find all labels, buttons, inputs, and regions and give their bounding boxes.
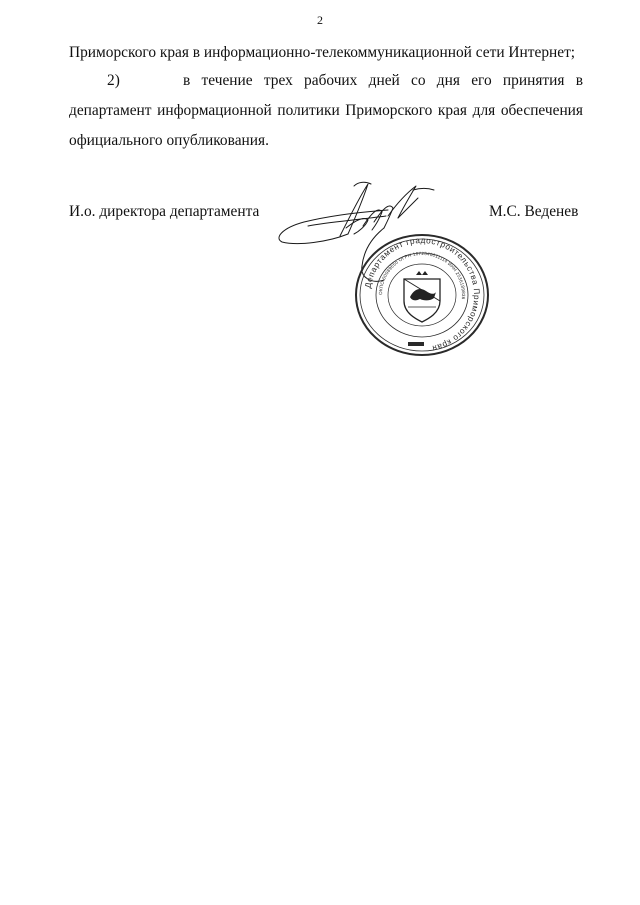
list-item-text: в течение трех рабочих дней со дня его принятия в департамент информационной политики Приморского края для обеспечения официального опубликования. bbox=[69, 72, 583, 149]
official-stamp bbox=[352, 230, 492, 360]
paragraph-continued: Приморского края в информационно-телекоммуникационной сети Интернет; bbox=[69, 44, 576, 61]
signer-name: М.С. Веденев bbox=[489, 203, 579, 220]
list-item-2 bbox=[69, 66, 583, 156]
signer-title: И.о. директора департамента bbox=[69, 203, 260, 220]
svg-text:ОКПО 00089650 ОГРН 10725400111: ОКПО 00089650 ОГРН 1072540011114 ИНН 2536189836 bbox=[377, 250, 467, 300]
svg-text:Департамент градостроительства: Департамент градостроительства Приморского края bbox=[363, 235, 482, 354]
list-item-number: 2) bbox=[107, 72, 120, 89]
page-number: 2 bbox=[317, 13, 323, 27]
